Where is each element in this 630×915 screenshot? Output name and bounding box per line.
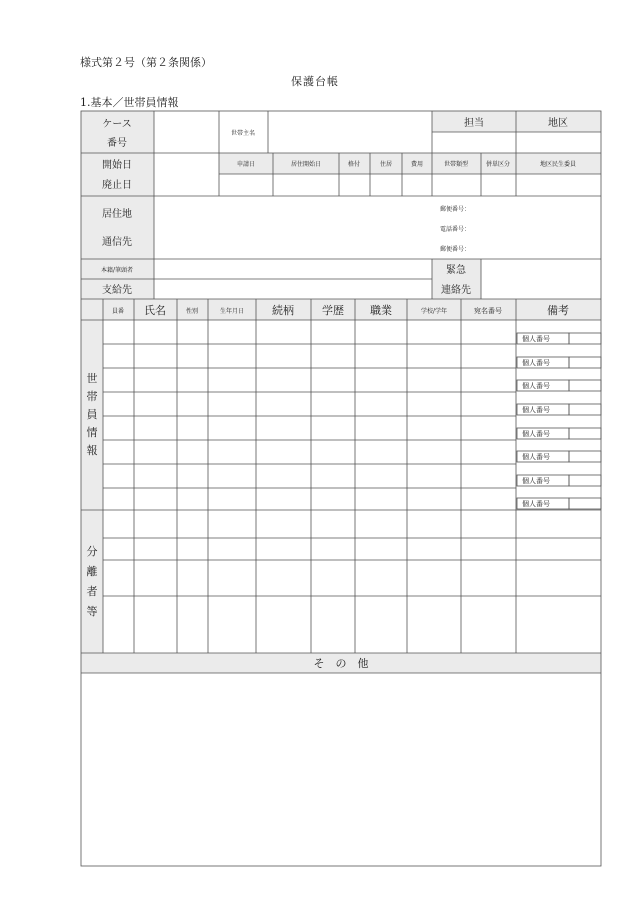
district-welfare-commissioner-label: 地区民生委員 xyxy=(539,161,577,168)
household-type-label: 世帯類型 xyxy=(443,161,469,168)
case-number-label-2: 番号 xyxy=(107,138,127,149)
relationship-header: 続柄 xyxy=(272,304,294,317)
member-no-header: 員番 xyxy=(111,308,125,315)
table-grid xyxy=(81,111,601,866)
application-date-label: 申請日 xyxy=(236,161,256,168)
household-head-name-label: 世帯主名 xyxy=(230,130,256,137)
separated-label-1: 分 xyxy=(86,545,98,558)
individual-number-label: 個人番号 xyxy=(522,430,550,438)
emergency-label-1: 緊急 xyxy=(446,265,466,276)
household-members-label-2: 帯 xyxy=(86,390,98,403)
cost-label: 費用 xyxy=(410,161,424,168)
occupation-header: 職業 xyxy=(370,304,392,317)
household-members-label-4: 情 xyxy=(86,426,98,439)
single-category-label: 併単区分 xyxy=(485,161,511,168)
postal-code-label-1: 郵便番号： xyxy=(440,206,471,213)
grade-label: 格付 xyxy=(347,161,361,168)
separated-label-4: 等 xyxy=(86,605,98,618)
section-title: 1.基本／世帯員情報 xyxy=(80,96,179,109)
name-header: 氏名 xyxy=(144,304,166,317)
housing-label: 住居 xyxy=(379,161,393,168)
emergency-label-2: 連絡先 xyxy=(441,285,471,296)
school-grade-header: 学校/学年 xyxy=(420,308,448,315)
payment-destination-label: 支給先 xyxy=(102,285,132,296)
form-labels xyxy=(87,116,577,670)
residence-start-date-label: 居住開始日 xyxy=(290,161,322,168)
postal-code-label-2: 郵便番号： xyxy=(440,246,471,253)
household-members-label-3: 員 xyxy=(86,408,98,421)
district-label: 地区 xyxy=(548,118,568,129)
document-title: 保護台帳 xyxy=(291,75,339,88)
separated-label-3: 者 xyxy=(86,585,98,598)
form-number: 様式第２号（第２条関係） xyxy=(80,56,212,69)
education-header: 学歴 xyxy=(322,304,344,317)
individual-number-label: 個人番号 xyxy=(522,335,550,343)
staff-label: 担当 xyxy=(464,118,484,129)
separated-label-2: 離 xyxy=(86,565,98,578)
individual-number-label: 個人番号 xyxy=(522,453,550,461)
address-number-header: 宛名番号 xyxy=(474,307,502,315)
individual-number-label: 個人番号 xyxy=(522,406,550,414)
individual-number-label: 個人番号 xyxy=(522,477,550,485)
phone-number-label: 電話番号： xyxy=(440,226,471,233)
gender-header: 性別 xyxy=(185,308,199,315)
household-members-label-1: 世 xyxy=(86,372,98,385)
start-date-label: 開始日 xyxy=(102,160,132,171)
domicile-head-label: 本籍/筆頭者 xyxy=(100,267,134,274)
individual-number-label: 個人番号 xyxy=(522,500,550,508)
correspondence-label: 通信先 xyxy=(102,237,132,248)
individual-number-label: 個人番号 xyxy=(522,359,550,367)
individual-number-label: 個人番号 xyxy=(522,382,550,390)
end-date-label: 廃止日 xyxy=(102,180,132,191)
remarks-header: 備考 xyxy=(547,304,569,317)
other-label: そ の 他 xyxy=(313,657,369,670)
household-members-label-5: 報 xyxy=(86,444,98,457)
birth-date-header: 生年月日 xyxy=(219,308,245,315)
residence-label: 居住地 xyxy=(102,209,132,220)
case-number-label-1: ケース xyxy=(102,119,132,130)
